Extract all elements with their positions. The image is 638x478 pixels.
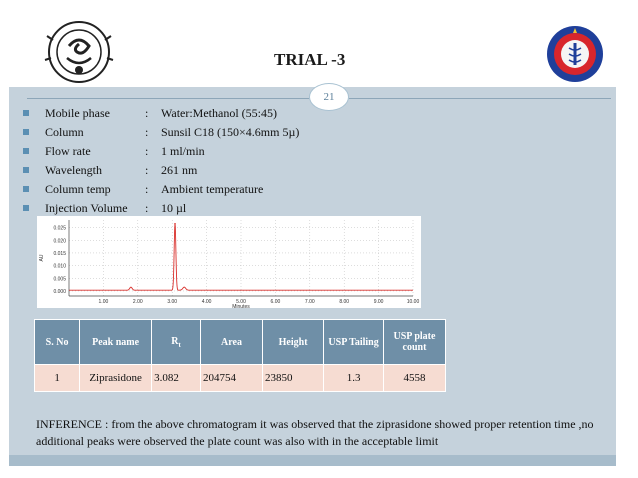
- chromatogram-plot: [37, 216, 421, 308]
- parameter-value: Sunsil C18 (150×4.6mm 5µ): [161, 125, 300, 139]
- parameter-label: Flow rate: [45, 144, 91, 158]
- y-tick-label: 0.010: [53, 263, 66, 270]
- parameter-colon: :: [145, 125, 149, 139]
- page-number: 21: [309, 83, 349, 111]
- x-tick-label: 8.00: [339, 299, 350, 305]
- bullet-icon: [23, 205, 29, 211]
- x-tick-label: 5.00: [236, 299, 246, 305]
- x-tick-label: 3.00: [167, 299, 178, 305]
- parameter-item: [23, 106, 443, 125]
- bullet-icon: [23, 129, 29, 135]
- results-table: [34, 319, 446, 392]
- inference-text: INFERENCE : from the above chromatogram it was observed that the ziprasidone showed proper retention time ,no additional peaks were observed the plate count was also with in the acceptable limit: [36, 417, 594, 448]
- x-tick-label: 1.00: [98, 299, 109, 305]
- footer-band: [9, 455, 616, 466]
- bullet-icon: [23, 167, 29, 173]
- slide-title: TRIAL -3: [274, 50, 346, 69]
- bullet-icon: [23, 110, 29, 116]
- header-sno: S. No: [35, 320, 80, 365]
- cell-area: 204754: [201, 365, 263, 392]
- parameter-value: 10 µl: [161, 201, 187, 215]
- y-tick-label: 0.005: [53, 276, 66, 283]
- parameter-item: [23, 125, 443, 144]
- y-tick-label: 0.000: [53, 288, 66, 295]
- divider-left: [27, 98, 309, 99]
- parameter-label: Mobile phase: [45, 106, 110, 120]
- cell-height: 23850: [262, 365, 323, 392]
- parameter-value: 1 ml/min: [161, 144, 205, 158]
- parameter-item: [23, 182, 443, 201]
- header-usp-tailing: USP Tailing: [324, 320, 384, 365]
- x-tick-label: 7.00: [304, 299, 315, 305]
- cell-usp-tailing: 1.3: [324, 365, 384, 392]
- parameter-colon: :: [145, 144, 149, 158]
- cell-peak-name: Ziprasidone: [80, 365, 152, 392]
- x-tick-label: 2.00: [132, 299, 143, 305]
- parameter-colon: :: [145, 182, 149, 196]
- y-tick-label: 0.020: [53, 238, 66, 245]
- x-tick-label: 10.00: [406, 299, 420, 305]
- chromatogram: [37, 216, 421, 308]
- parameter-label: Column temp: [45, 182, 111, 196]
- parameter-value: 261 nm: [161, 163, 198, 177]
- parameter-list: [23, 106, 443, 220]
- cell-sno: 1: [35, 365, 80, 392]
- slide-frame: [9, 8, 616, 466]
- y-axis-label: AU: [39, 254, 45, 262]
- x-tick-label: 9.00: [373, 299, 384, 305]
- parameter-value: Water:Methanol (55:45): [161, 106, 277, 120]
- parameter-label: Injection Volume: [45, 201, 128, 215]
- parameter-label: Wavelength: [45, 163, 103, 177]
- header-height: Height: [262, 320, 323, 365]
- header-peak-name: Peak name: [80, 320, 152, 365]
- parameter-colon: :: [145, 106, 149, 120]
- x-axis-label: Minutes: [232, 304, 250, 308]
- header-usp-plate-count: USP plate count: [383, 320, 445, 365]
- institution-emblem-icon: [545, 24, 605, 84]
- parameter-value: Ambient temperature: [161, 182, 264, 196]
- table-header-row: [35, 320, 446, 365]
- header-area: Area: [201, 320, 263, 365]
- university-logo-icon: [39, 18, 119, 86]
- y-tick-label: 0.025: [53, 225, 66, 232]
- parameter-item: [23, 144, 443, 163]
- parameter-colon: :: [145, 201, 149, 215]
- parameter-colon: :: [145, 163, 149, 177]
- bullet-icon: [23, 186, 29, 192]
- y-tick-label: 0.015: [53, 250, 66, 257]
- parameter-label: Column: [45, 125, 84, 139]
- parameter-item: [23, 163, 443, 182]
- x-tick-label: 6.00: [270, 299, 281, 305]
- table-row: [35, 365, 446, 392]
- cell-usp-plate-count: 4558: [383, 365, 445, 392]
- x-tick-label: 4.00: [201, 299, 212, 305]
- header-rt: $R_t$: [152, 320, 201, 365]
- divider-right: [349, 98, 611, 99]
- cell-rt: 3.082: [152, 365, 201, 392]
- main-peak-marker: [174, 223, 176, 225]
- title-band: [9, 8, 616, 87]
- bullet-icon: [23, 148, 29, 154]
